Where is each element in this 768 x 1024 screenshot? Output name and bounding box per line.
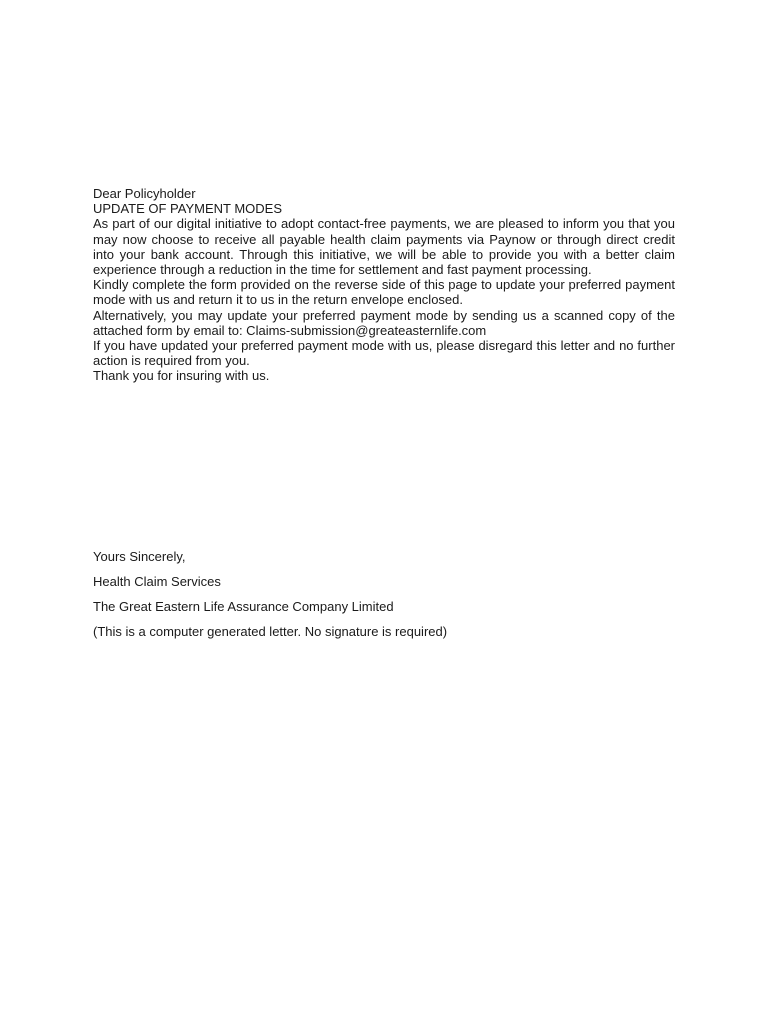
company-name: The Great Eastern Life Assurance Company Limited [93,599,394,614]
closing-line: Yours Sincerely, [93,549,186,564]
paragraph-complete-form: Kindly complete the form provided on the reverse side of this page to update your preferred payment mode with us and return it to us in the return envelope enclosed. [93,277,675,308]
paragraph-thank-you: Thank you for insuring with us. [93,368,270,384]
letter-subject: UPDATE OF PAYMENT MODES [93,201,283,217]
letter-closing [93,549,675,649]
paragraph-digital-initiative: As part of our digital initiative to adopt contact-free payments, we are pleased to inform you that you may now choose to receive all payable health claim payments via Paynow or through direct credit into your bank account. Through this initiative, we will be able to provide you with a better claim experience through a reduction in the time for settlement and fast payment processing. [93,216,675,278]
computer-generated-note: (This is a computer generated letter. No signature is required) [93,624,448,639]
salutation: Dear Policyholder [93,186,196,201]
department-name: Health Claim Services [93,574,221,589]
paragraph-email-alternative: Alternatively, you may update your preferred payment mode by sending us a scanned copy of the attached form by email to: Claims-submission@greateasternlife.com [93,307,675,338]
letter-body [93,186,675,384]
paragraph-disregard: If you have updated your preferred payment mode with us, please disregard this letter and no further action is required from you. [93,338,675,369]
